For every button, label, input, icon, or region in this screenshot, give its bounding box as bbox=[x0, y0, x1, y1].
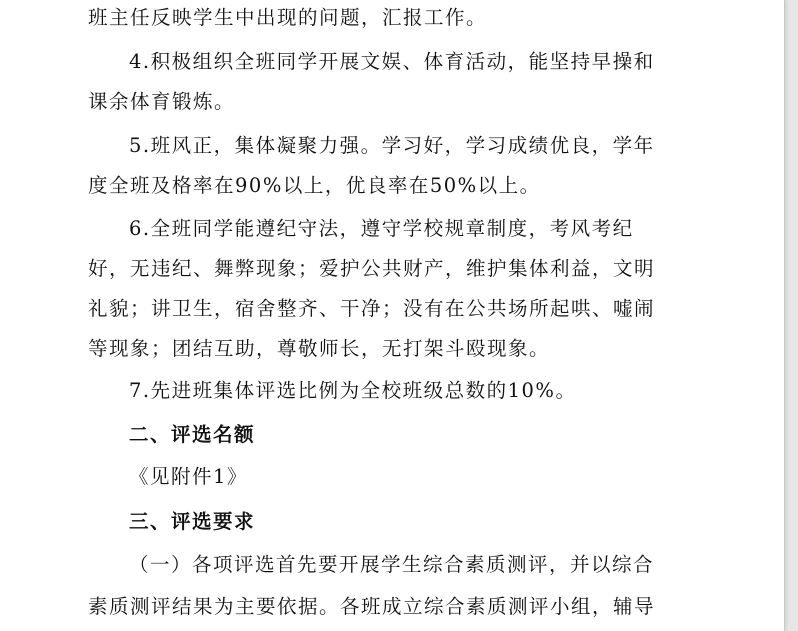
text-line: 等现象；团结互助，尊敬师长，无打架斗殴现象。 bbox=[88, 337, 551, 360]
text-line: 6.全班同学能遵纪守法，遵守学校规章制度，考风考纪 bbox=[129, 217, 634, 240]
text-line: 4.积极组织全班同学开展文娱、体育活动，能坚持早操和 bbox=[129, 50, 655, 73]
section-heading: 三、评选要求 bbox=[129, 510, 256, 533]
text-line: （一）各项评选首先要开展学生综合素质测评，并以综合 bbox=[129, 553, 655, 576]
text-line: 礼貌；讲卫生，宿舍整齐、干净；没有在公共场所起哄、嘘闹 bbox=[88, 297, 656, 320]
text-line: 7.先进班集体评选比例为全校班级总数的10%。 bbox=[129, 379, 577, 402]
text-line: 班主任反映学生中出现的问题，汇报工作。 bbox=[88, 6, 488, 29]
text-line: 好，无违纪、舞弊现象；爱护公共财产，维护集体利益，文明 bbox=[88, 257, 656, 280]
text-line: 度全班及格率在90%以上，优良率在50%以上。 bbox=[88, 174, 541, 197]
text-line: 《见附件1》 bbox=[129, 465, 248, 488]
text-line: 素质测评结果为主要依据。各班成立综合素质测评小组，辅导 bbox=[88, 595, 656, 618]
text-line: 课余体育锻炼。 bbox=[88, 90, 236, 113]
text-line: 5.班风正，集体凝聚力强。学习好，学习成绩优良，学年 bbox=[129, 134, 655, 157]
section-heading: 二、评选名额 bbox=[129, 423, 256, 446]
